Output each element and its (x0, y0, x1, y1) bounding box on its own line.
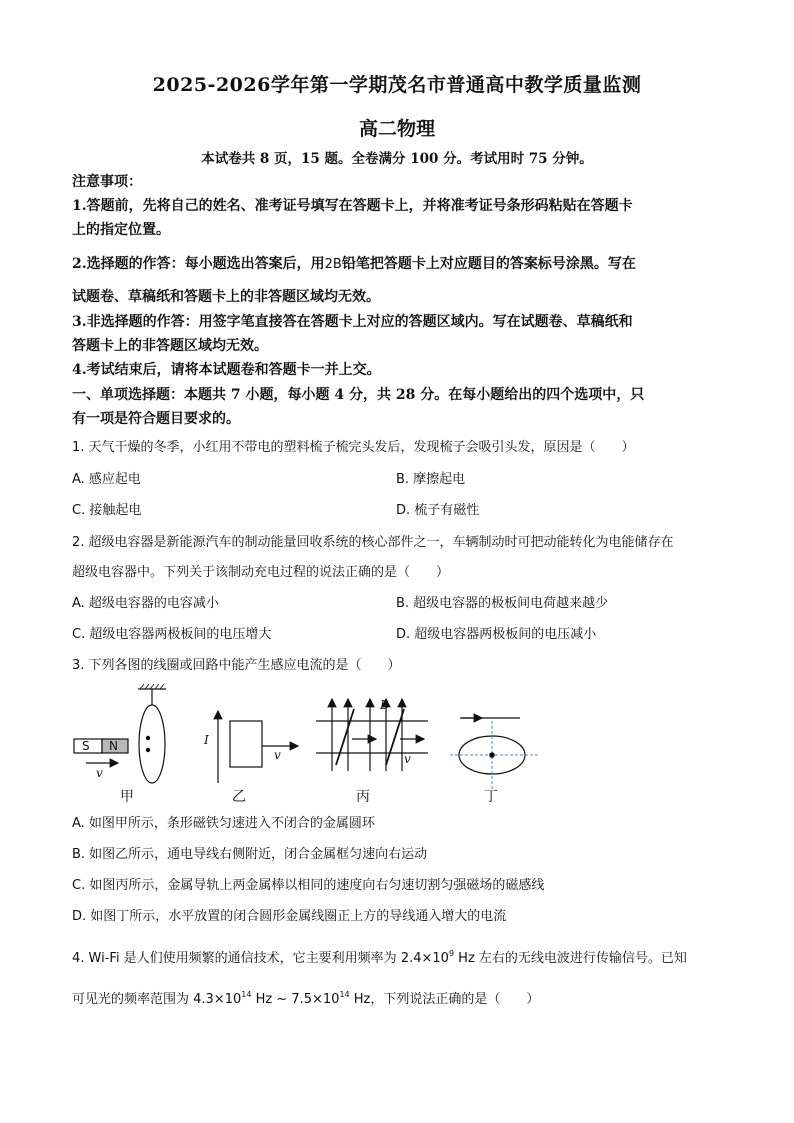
question-4-stem-1b: Hz 左右的无线电波进行传输信号。已知 (454, 951, 687, 966)
question-4-stem-2c: Hz，下列说法正确的是（ ） (349, 992, 540, 1007)
figure-caption-ding: 丁 (484, 789, 498, 805)
question-1-option-c: C. 接触起电 (72, 503, 142, 518)
question-3-option-b: B. 如图乙所示，通电导线右侧附近，闭合金属框匀速向右运动 (72, 847, 428, 862)
section-1-heading-line-2: 有一项是符合题目要求的。 (72, 411, 240, 427)
question-3-figure (70, 683, 540, 813)
question-4-exp-1: 9 (448, 949, 455, 958)
exam-meta: 本试卷共 8 页，15 题。全卷满分 100 分。考试用时 75 分钟。 (201, 151, 593, 167)
question-2-option-d: D. 超级电容器两极板间的电压减小 (396, 627, 597, 642)
notice-item-1-line-1: 1.答题前，先将自己的姓名、准考证号填写在答题卡上，并将准考证号条形码粘贴在答题卡 (72, 198, 633, 214)
exam-subject: 高二物理 (358, 118, 435, 140)
question-1-stem: 1. 天气干燥的冬季，小红用不带电的塑料梳子梳完头发后，发现梳子会吸引头发，原因是（ ） (72, 440, 635, 455)
figure-ding-center-dot (490, 753, 494, 757)
notice-item-1-line-2: 上的指定位置。 (72, 222, 170, 238)
question-3-stem: 3. 下列各图的线圈或回路中能产生感应电流的是（ ） (72, 658, 401, 673)
question-2-stem-line-1: 2. 超级电容器是新能源汽车的制动能量回收系统的核心部件之一，车辆制动时可把动能转化为电能储存在 (72, 535, 674, 550)
figure-jia-label-s: S (82, 739, 90, 753)
notice-item-2-part-a: 2.选择题的作答：每小题选出答案后，用 (72, 256, 325, 272)
notice-item-2-line-2: 试题卷、草稿纸和答题卡上的非答题区域均无效。 (72, 289, 380, 305)
notice-heading: 注意事项： (72, 174, 142, 190)
exam-title: 2025-2026学年第一学期茂名市普通高中教学质量监测 (152, 74, 642, 96)
question-2-option-a: A. 超级电容器的电容减小 (72, 596, 219, 611)
question-2-option-b: B. 超级电容器的极板间电荷越来越少 (396, 596, 609, 611)
question-4-stem-1a: 4. Wi-Fi 是人们使用频繁的通信技术，它主要利用频率为 2.4×10 (72, 951, 449, 966)
question-4-stem-2a: 可见光的频率范围为 4.3×10 (72, 992, 242, 1007)
question-4-stem-2b: Hz ~ 7.5×10 (251, 992, 340, 1007)
notice-item-4: 4.考试结束后，请将本试题卷和答题卡一并上交。 (72, 362, 381, 378)
notice-item-2-line-1 (72, 254, 727, 275)
notice-item-2-part-c: 铅笔把答题卡上对应题目的答案标号涂黑。写在 (341, 256, 636, 272)
figure-bing-label-v: v (404, 752, 411, 766)
figure-bing-rod-1 (336, 709, 354, 765)
question-4-exp-3: 14 (339, 990, 350, 999)
figure-caption-yi: 乙 (232, 789, 246, 805)
question-1-option-b: B. 摩擦起电 (396, 472, 466, 487)
question-2-stem-line-2: 超级电容器中。下列关于该制动充电过程的说法正确的是（ ） (72, 565, 450, 580)
figure-yi-metal-frame (230, 721, 262, 767)
question-3-option-c: C. 如图丙所示，金属导轨上两金属棒以相同的速度向右匀速切割匀强磁场的磁感线 (72, 878, 545, 893)
question-4-exp-2: 14 (241, 990, 252, 999)
question-4-stem-line-2 (72, 985, 539, 1010)
figure-caption-bing: 丙 (356, 789, 370, 805)
figure-bing-label-b: B (380, 698, 389, 712)
question-3-option-a: A. 如图甲所示，条形磁铁匀速进入不闭合的金属圆环 (72, 816, 375, 831)
figure-jia-ring (139, 705, 165, 783)
question-3-option-d: D. 如图丁所示，水平放置的闭合圆形金属线圈正上方的导线通入增大的电流 (72, 909, 507, 924)
question-4-stem-line-1 (72, 944, 687, 969)
figure-jia-ceiling-hatch (140, 684, 164, 689)
figure-jia-gap-dot-bottom (146, 748, 149, 751)
figure-jia-label-n: N (109, 739, 118, 753)
figure-bing-rod-2 (386, 709, 404, 765)
figure-yi-label-v: v (274, 748, 281, 762)
notice-item-2-pencil: 2B (324, 257, 342, 272)
notice-item-3-line-1: 3.非选择题的作答：用签字笔直接答在答题卡上对应的答题区域内。写在试题卷、草稿纸和 (72, 314, 633, 330)
notice-item-3-line-2: 答题卡上的非答题区域均无效。 (72, 338, 268, 354)
question-2-option-c: C. 超级电容器两极板间的电压增大 (72, 627, 272, 642)
question-1-option-d: D. 梳子有磁性 (396, 503, 480, 518)
figure-bing-field-lines (332, 699, 402, 771)
question-1-option-a: A. 感应起电 (72, 472, 141, 487)
section-1-heading-line-1: 一、单项选择题：本题共 7 小题，每小题 4 分，共 28 分。在每小题给出的四个选项中，只 (72, 387, 645, 403)
figure-yi-label-i: I (204, 733, 209, 747)
figure-jia-label-v: v (96, 766, 103, 780)
figure-jia-gap-dot-top (146, 736, 149, 739)
figure-caption-jia: 甲 (120, 789, 134, 805)
